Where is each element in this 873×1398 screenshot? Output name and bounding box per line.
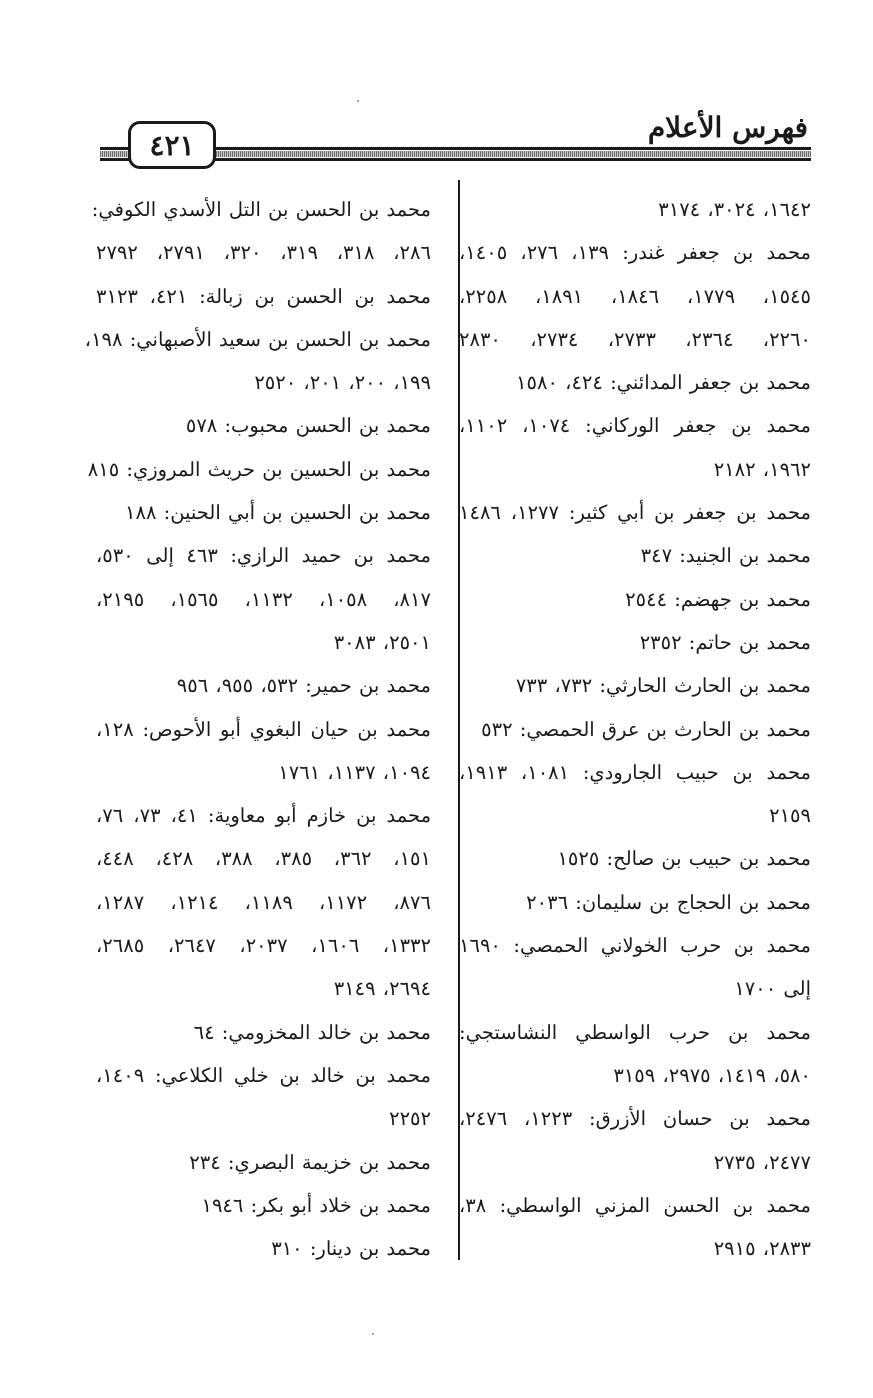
- index-line: محمد بن خالد المخزومي: ٦٤: [193, 1020, 431, 1044]
- index-line: محمد بن حاتم: ٢٣٥٢: [639, 630, 811, 654]
- index-column-left: [84, 188, 432, 1270]
- index-line: محمد بن خالد بن خلي الكلاعي: ١٤٠٩،: [96, 1063, 431, 1087]
- index-line: ٢٨٣٣، ٢٩١٥: [713, 1237, 811, 1261]
- index-line: محمد بن الحارث بن عرق الحمصي: ٥٣٢: [481, 717, 811, 741]
- index-line: محمد بن الحسن بن التل الأسدي الكوفي:: [91, 198, 431, 221]
- index-line: محمد بن جعفر بن أبي كثير: ١٢٧٧، ١٤٨٦: [459, 501, 811, 525]
- index-column-right: [459, 188, 811, 1270]
- page-number-box: [128, 121, 216, 169]
- index-line: ٥٨٠، ١٤١٩، ٢٩٧٥، ٣١٥٩: [613, 1063, 811, 1087]
- index-line: محمد بن خلاد أبو بكر: ١٩٤٦: [201, 1193, 431, 1217]
- index-line: ٢١٥٩: [769, 804, 811, 828]
- index-line: ١٠٩٤، ١١٣٧، ١٧٦١: [278, 760, 431, 784]
- index-line: محمد بن الحجاج بن سليمان: ٢٠٣٦: [526, 890, 811, 914]
- index-line: ١٩٩، ٢٠٠، ٢٠١، ٢٥٢٠: [254, 371, 431, 395]
- index-line: إلى ١٧٠٠: [734, 977, 811, 1001]
- index-line: محمد بن جعفر الوركاني: ١٠٧٤، ١١٠٢،: [459, 414, 811, 438]
- index-line: محمد بن حرب الخولاني الحمصي: ١٦٩٠: [459, 934, 811, 958]
- index-line: محمد بن حسان الأزرق: ١٢٢٣، ٢٤٧٦،: [459, 1107, 811, 1131]
- index-line: ٢٢٦٠، ٢٣٦٤، ٢٧٣٣، ٢٧٣٤، ٢٨٣٠: [459, 327, 811, 351]
- index-line: محمد بن جعفر غندر: ١٣٩، ٢٧٦، ١٤٠٥،: [459, 241, 811, 265]
- index-line: محمد بن حيان البغوي أبو الأحوص: ١٢٨،: [96, 717, 431, 741]
- index-line: ١٥٤٥، ١٧٧٩، ١٨٤٦، ١٨٩١، ٢٢٥٨،: [459, 284, 812, 308]
- index-line: ٢٤٧٧، ٢٧٣٥: [713, 1150, 811, 1174]
- scan-speck: [357, 100, 359, 102]
- index-line: ١٩٦٢، ٢١٨٢: [713, 457, 811, 481]
- index-line: ٢٨٦، ٣١٨، ٣١٩، ٣٢٠، ٢٧٩١، ٢٧٩٢: [96, 241, 431, 265]
- index-line: محمد بن الحسين بن حريث المروزي: ٨١٥: [87, 457, 431, 481]
- index-line: محمد بن الحسين بن أبي الحنين: ١٨٨: [125, 501, 431, 525]
- index-line: محمد بن حميد الرازي: ٤٦٣ إلى ٥٣٠،: [96, 544, 432, 568]
- page-number: ٤٢١: [149, 128, 195, 162]
- index-line: محمد بن حبيب الجارودي: ١٠٨١، ١٩١٣،: [459, 760, 811, 784]
- index-line: محمد بن حرب الواسطي النشاستجي:: [459, 1020, 811, 1044]
- index-line: ٨٧٦، ١١٧٢، ١١٨٩، ١٢١٤، ١٢٨٧،: [96, 890, 431, 914]
- index-line: ١٦٤٢، ٣٠٢٤، ٣١٧٤: [658, 198, 811, 221]
- index-line: ١٥١، ٣٦٢، ٣٨٥، ٣٨٨، ٤٢٨، ٤٤٨،: [96, 847, 431, 871]
- scan-speck: [372, 1333, 374, 1335]
- index-line: ٢٦٩٤، ٣١٤٩: [333, 977, 431, 1001]
- index-line: ٢٢٥٢: [389, 1107, 431, 1131]
- index-line: محمد بن جعفر المدائني: ٤٢٤، ١٥٨٠: [516, 371, 811, 395]
- index-line: محمد بن حمير: ٥٣٢، ٩٥٥، ٩٥٦: [176, 674, 431, 698]
- index-line: محمد بن الحارث الحارثي: ٧٣٢، ٧٣٣: [515, 674, 811, 698]
- page-header: [0, 0, 873, 175]
- index-line: محمد بن الحسن محبوب: ٥٧٨: [185, 414, 431, 438]
- index-line: محمد بن الحسن بن سعيد الأصبهاني: ١٩٨،: [84, 327, 431, 351]
- index-line: محمد بن جهضم: ٢٥٤٤: [625, 587, 811, 611]
- index-line: محمد بن خزيمة البصري: ٢٣٤: [189, 1150, 431, 1174]
- index-line: ١٣٣٢، ١٦٠٦، ٢٠٣٧، ٢٦٤٧، ٢٦٨٥،: [96, 934, 432, 958]
- index-line: محمد بن دينار: ٣١٠: [271, 1237, 431, 1261]
- index-line: محمد بن خازم أبو معاوية: ٤١، ٧٣، ٧٦،: [96, 804, 432, 828]
- index-line: محمد بن الحسن بن زبالة: ٤٢١، ٣١٢٣: [96, 284, 432, 308]
- index-line: ٨١٧، ١٠٥٨، ١١٣٢، ١٥٦٥، ٢١٩٥،: [96, 587, 431, 611]
- index-line: محمد بن الجنيد: ٣٤٧: [640, 544, 811, 568]
- index-line: محمد بن الحسن المزني الواسطي: ٣٨،: [459, 1193, 811, 1217]
- running-title: فهرس الأعلام: [647, 111, 808, 144]
- index-line: ٢٥٠١، ٣٠٨٣: [333, 630, 431, 654]
- index-line: محمد بن حبيب بن صالح: ١٥٢٥: [557, 847, 811, 871]
